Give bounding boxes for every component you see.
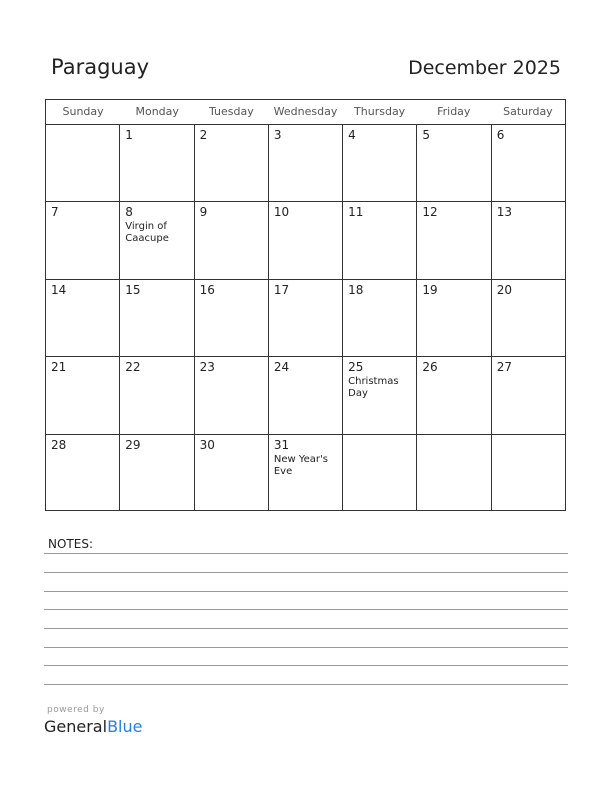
day-cell <box>46 357 120 433</box>
day-cell <box>417 202 491 278</box>
day-cell <box>492 280 565 356</box>
day-number: 21 <box>51 360 67 375</box>
day-number: 24 <box>273 360 290 375</box>
day-number: 7 <box>51 205 59 220</box>
notes-line <box>44 665 568 666</box>
day-number: 16 <box>199 282 215 297</box>
day-cell <box>195 435 269 511</box>
day-number: 6 <box>496 128 505 142</box>
holiday-label: Christmas Day <box>348 376 399 400</box>
day-number: 28 <box>51 437 67 452</box>
day-cell <box>120 202 194 278</box>
notes-line <box>44 572 568 573</box>
week-row <box>46 357 565 434</box>
notes-line <box>44 609 568 610</box>
day-number: 26 <box>422 360 438 375</box>
day-cell <box>269 202 343 278</box>
weekday-thursday: Thursday <box>354 105 406 118</box>
day-cell <box>343 357 417 433</box>
day-number: 2 <box>199 128 208 142</box>
weekday-tuesday: Tuesday <box>208 105 254 118</box>
day-number: 30 <box>199 437 215 452</box>
holiday-label: Virgin of Caacupe <box>125 221 169 245</box>
day-cell <box>46 280 120 356</box>
day-number: 4 <box>348 128 356 142</box>
day-cell <box>492 435 565 511</box>
day-number: 20 <box>496 282 512 297</box>
day-number: 19 <box>422 282 438 297</box>
brand-logo <box>44 717 142 736</box>
week-row <box>46 202 565 279</box>
day-cell <box>417 357 491 433</box>
notes-label: NOTES: <box>48 537 93 551</box>
day-cell <box>269 280 343 356</box>
notes-line <box>44 553 568 554</box>
day-cell <box>343 280 417 356</box>
weekday-sunday: Sunday <box>62 105 104 118</box>
month-title: December 2025 <box>408 57 561 79</box>
day-number: 12 <box>422 205 438 220</box>
weekday-wednesday: Wednesday <box>273 105 338 118</box>
day-number: 10 <box>273 205 290 220</box>
day-number: 23 <box>199 360 215 375</box>
day-number: 27 <box>496 360 512 375</box>
day-number: 14 <box>51 282 67 297</box>
notes-line <box>44 628 568 629</box>
day-cell <box>269 357 343 433</box>
day-cell <box>120 435 194 511</box>
day-cell <box>46 435 120 511</box>
day-cell <box>492 202 565 278</box>
day-cell <box>195 202 269 278</box>
week-row <box>46 280 565 357</box>
day-cell <box>417 435 491 511</box>
day-cell <box>269 125 343 201</box>
day-cell <box>46 202 120 278</box>
day-cell <box>343 202 417 278</box>
day-cell <box>492 357 565 433</box>
calendar-grid <box>45 99 566 511</box>
day-cell <box>120 125 194 201</box>
day-cell <box>46 125 120 201</box>
day-cell <box>343 435 417 511</box>
day-cell <box>120 280 194 356</box>
day-cell <box>120 357 194 433</box>
brand-general: General <box>44 717 108 736</box>
day-number: 18 <box>348 282 364 297</box>
day-number: 3 <box>273 128 282 142</box>
day-number: 31 <box>273 437 290 452</box>
notes-line <box>44 591 568 592</box>
day-cell <box>343 125 417 201</box>
holiday-label: New Year's Eve <box>273 453 328 477</box>
brand-blue: Blue <box>107 717 143 736</box>
day-number: 8 <box>125 205 133 220</box>
day-number: 13 <box>496 205 512 220</box>
weekday-friday: Friday <box>437 105 471 118</box>
powered-by: powered by <box>47 705 105 715</box>
day-number: 1 <box>125 128 133 142</box>
day-number: 11 <box>348 205 364 220</box>
day-number: 15 <box>125 282 141 297</box>
day-cell <box>417 280 491 356</box>
weekday-saturday: Saturday <box>503 105 553 118</box>
week-row <box>46 435 565 511</box>
day-cell <box>195 280 269 356</box>
day-number: 5 <box>422 128 431 142</box>
weekday-header <box>46 100 565 125</box>
day-cell <box>195 125 269 201</box>
day-number: 29 <box>125 437 141 452</box>
day-cell <box>492 125 565 201</box>
day-cell <box>417 125 491 201</box>
day-cell <box>195 357 269 433</box>
notes-line <box>44 684 568 685</box>
weeks <box>46 125 565 511</box>
day-number: 22 <box>125 360 141 375</box>
day-number: 25 <box>348 360 364 375</box>
day-cell <box>269 435 343 511</box>
weekday-monday: Monday <box>135 105 179 118</box>
country-title: Paraguay <box>51 55 150 79</box>
notes-line <box>44 647 568 648</box>
day-number: 17 <box>273 282 290 297</box>
day-number: 9 <box>199 205 208 220</box>
week-row <box>46 125 565 202</box>
